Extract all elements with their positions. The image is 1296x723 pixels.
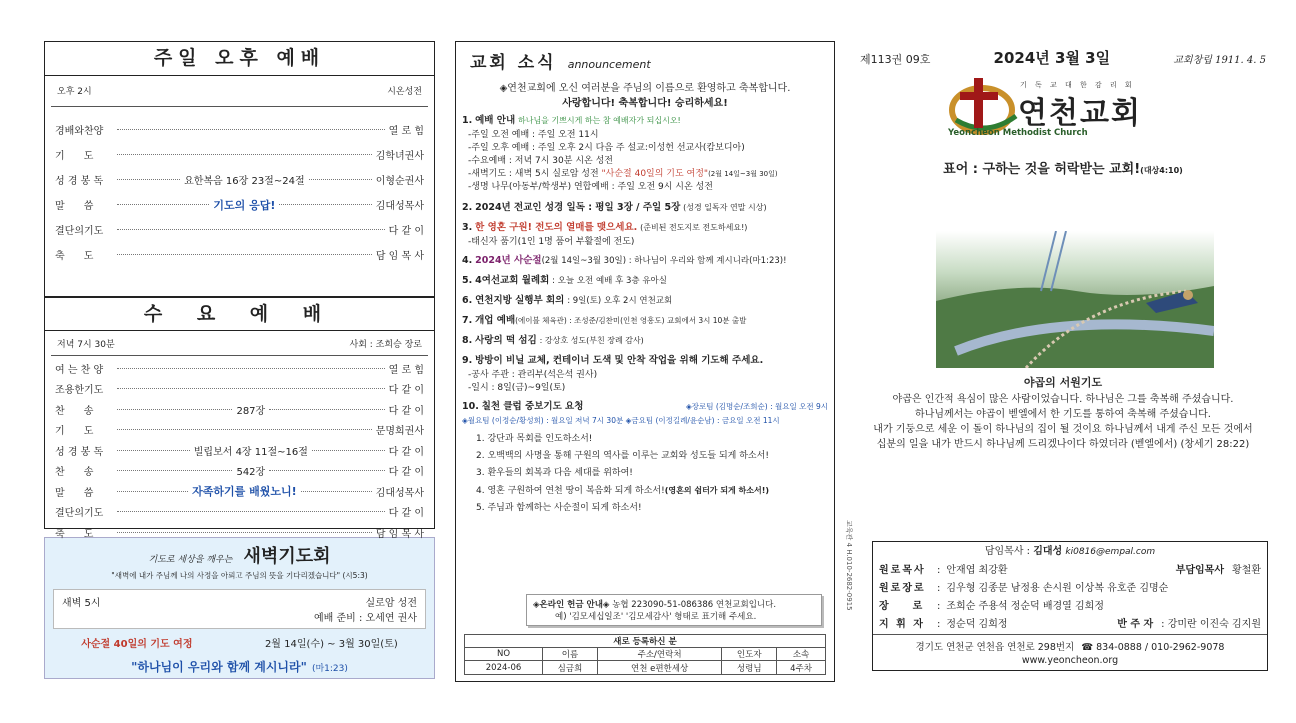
newcomer-table [464, 634, 826, 675]
order-content-wrap [113, 483, 376, 499]
order-content-wrap [113, 172, 376, 187]
staff-row: 지 휘 자 : 정순덕 김희정 반 주 자 : 강미란 이진숙 김지원 [879, 619, 1261, 630]
order-person: 열 로 힘 [388, 364, 424, 376]
meditation-text [858, 392, 1268, 452]
newcomer-title: 새로 등록하신 분 [465, 635, 826, 648]
welcome-text-2: 사랑합니다! 축복합니다! 승리하세요! [562, 98, 728, 109]
order-content-wrap [113, 443, 389, 458]
order-row [45, 192, 434, 217]
prayer-list [456, 431, 834, 517]
order-row [45, 399, 434, 420]
prayer-item: 3. 환우들의 회복과 다음 세대를 위하여! [476, 468, 633, 478]
wednesday-order [45, 358, 434, 543]
caption: 야곱의 서원기도 [1023, 376, 1103, 389]
item-1-line: -주일 오후 예배 : 주일 오후 2시 다음 주 설교:이성헌 선교사(캄보디아) [468, 143, 745, 153]
lent-row [45, 635, 434, 650]
announcement-item-2: 2. 2024년 전교인 성경 일독 : 평일 3장 / 주일 5장 (성경 일독자 연말 시상) [462, 202, 767, 213]
order-person: 김대성목사 [375, 201, 424, 212]
dawn-verse: "새벽에 내가 주님께 나의 사정을 아뢰고 주님의 뜻을 기다리겠습니다" (시5:3) [111, 571, 368, 580]
meditation-line: 내가 기둥으로 세운 이 돌이 하나님의 집이 될 것이요 하나님께서 내게 주신 모든 것에서 [873, 424, 1253, 435]
meditation-line: 하나님께서는 야곱이 벧엘에서 한 기도를 통하여 축복해 주셨습니다. [915, 409, 1211, 420]
dawn-subtitle: 기도로 세상을 깨우는 [148, 555, 233, 565]
order-content-wrap [113, 511, 389, 512]
welcome-text: ◈연천교회에 오신 여러분을 주님의 이름으로 환영하고 축복합니다. [499, 83, 791, 94]
denomination: 기 독 교 대 한 감 리 회 [1020, 81, 1135, 89]
founded: 교회창립 1911. 4. 5 [1173, 55, 1266, 66]
order-label: 여 는 찬 양 [55, 364, 104, 376]
offering-label: ◈온라인 헌금 안내◈ [533, 600, 610, 610]
vertical-note: 교육관 4 H.010-2682-0915 [845, 520, 853, 611]
sunday-pm-place: 시온성전 [387, 87, 422, 97]
volume: 제113권 09호 [860, 53, 931, 66]
dawn-time: 새벽 5시 [62, 598, 101, 609]
order-content-wrap [113, 197, 376, 213]
order-content: 자족하기를 배웠노니! [192, 485, 297, 499]
lent-label: 사순절 40일의 기도 여정 [81, 639, 193, 650]
newcomer-row [465, 661, 826, 675]
order-person: 김학녀권사 [375, 151, 424, 162]
church-logo [946, 80, 1186, 140]
sunday-pm-meta [45, 84, 434, 106]
order-row [45, 142, 434, 167]
order-content: 요한복음 16장 23절~24절 [184, 176, 305, 187]
dawn-title: 새벽기도회 [243, 546, 331, 567]
announcement-header [456, 42, 834, 73]
order-row [45, 502, 434, 523]
order-content: 빌립보서 4장 11절~16절 [193, 446, 308, 458]
church-en: Yeoncheon Methodist Church [948, 128, 1088, 138]
meditation-line: 야곱은 인간적 욕심이 많은 사람이었습니다. 하나님은 그를 축복해 주셨습니다. [892, 394, 1234, 405]
order-person: 다 같 이 [388, 226, 424, 237]
order-person: 이형순권사 [375, 176, 424, 187]
order-row [45, 440, 434, 461]
newcomer-header: 이름 [543, 648, 598, 661]
order-label: 성 경 봉 독 [55, 446, 104, 458]
order-content-wrap [113, 154, 376, 155]
order-label: 결단의기도 [55, 508, 104, 520]
order-person: 담 임 목 사 [375, 528, 424, 540]
announcement-item-8: 8. 사랑의 떡 섬김 : 강상호 성도(부친 장례 감사) [462, 335, 644, 346]
staff-row: 원로목사 : 안재엽 최강환 부담임목사 황철환 [879, 565, 1261, 576]
order-label: 말 씀 [55, 487, 94, 499]
order-row [45, 420, 434, 441]
order-content: 287장 [236, 405, 266, 417]
order-person: 다 같 이 [388, 446, 424, 458]
newcomer-cell: 심금희 [543, 661, 598, 675]
newcomer-header: 인도자 [722, 648, 777, 661]
announcement-item-3: 3. 한 영혼 구원! 전도의 열매를 맺으세요. (준비된 전도지로 전도하세요!) [462, 222, 748, 233]
announcement-item-7: 7. 개업 예배(에이블 체육관) : 조성준/김찬미(인천 영흥도) 교회에서 3시 10분 출발 [462, 315, 747, 326]
order-content-wrap [113, 463, 389, 478]
item-1-line: -새벽기도 : 새벽 5시 실로암 성전 "사순절 40일의 기도 여정"(2월 14일~3월 30일) [468, 169, 778, 179]
announcement-item-4: 4. 2024년 사순절(2월 14일~3월 30일) : 하나님이 우리와 함께 계시니라(마1:23)! [462, 255, 787, 266]
newcomer-header-row [465, 648, 826, 661]
illustration [936, 231, 1214, 368]
prayer-item: 5. 주님과 함께하는 사순절이 되게 하소서! [476, 503, 642, 513]
order-content-wrap [113, 388, 389, 389]
website[interactable]: www.yeoncheon.org [1021, 655, 1119, 666]
dawn-theme-ref: (마1:23) [311, 664, 348, 674]
staff-row: 원로장로 : 김우형 김종문 남정용 손시원 이상복 유호준 김명순 [879, 583, 1169, 594]
prayer-item: 1. 강단과 목회를 인도하소서! [476, 434, 593, 444]
order-label: 축 도 [55, 251, 94, 262]
item-9-line: -공사 주관 : 관리부(석은석 권사) [468, 370, 598, 380]
newcomer-header: 주소/연락처 [597, 648, 721, 661]
divider [51, 355, 428, 356]
item-3-line: -태신자 품기(1인 1명 품어 부활절에 전도) [468, 237, 635, 247]
newcomer-cell: 2024-06 [465, 661, 543, 675]
sunday-pm-order [45, 117, 434, 267]
phone: 834-0888 / 010-2962-9078 [1096, 642, 1225, 653]
dawn-heading [45, 542, 434, 568]
staff-list [873, 562, 1267, 634]
order-row [45, 379, 434, 400]
address: 경기도 연천군 연천읍 연천로 298번지 [915, 642, 1075, 653]
divider [51, 106, 428, 107]
phone-icon: ☎ [1081, 642, 1094, 653]
order-person: 다 같 이 [388, 385, 424, 397]
announcement-item-1: 1. 예배 안내 하나님을 기쁘시게 하는 참 예배자가 되십시오! [462, 115, 681, 126]
newcomer-cell: 연천 e편한세상 [597, 661, 721, 675]
jacob-dream-illustration [936, 231, 1214, 368]
prayer-item: 2. 오백백의 사명을 통해 구원의 역사를 이루는 교회와 성도들 되게 하소서! [476, 451, 769, 461]
order-person: 문명희권사 [375, 426, 424, 438]
newcomer-cell: 성령님 [722, 661, 777, 675]
order-content-wrap [113, 129, 389, 130]
announcement-title: 교회 소식 [470, 53, 557, 73]
item-1-line: -주일 오전 예배 : 주일 오전 11시 [468, 130, 599, 140]
order-content: 542장 [236, 467, 266, 479]
staff-box [872, 541, 1268, 671]
order-row [45, 167, 434, 192]
item-1-line: -수요예배 : 저녁 7시 30분 시온 성전 [468, 156, 613, 166]
announcements-column [455, 41, 835, 682]
dawn-theme-row [45, 656, 434, 675]
announcement-title-en: announcement [567, 58, 651, 71]
sunday-pm-title: 주일 오후 예배 [45, 42, 434, 76]
newcomer-cell: 4주차 [777, 661, 826, 675]
order-content-wrap [113, 229, 389, 230]
order-row [45, 461, 434, 482]
dawn-theme: "하나님이 우리와 함께 계시니라" [131, 660, 307, 674]
offering-account: 농협 223090-51-086386 연천교회입니다. [612, 600, 777, 610]
dawn-details [53, 589, 426, 629]
wednesday-time: 저녁 7시 30분 [57, 340, 115, 350]
order-person: 다 같 이 [388, 467, 424, 479]
church-name: 연천교회 [1018, 96, 1142, 131]
order-label: 기 도 [55, 151, 94, 162]
order-content-wrap [113, 532, 376, 533]
issue-date: 2024년 3월 3일 [993, 49, 1111, 67]
announcement-list [456, 113, 834, 517]
dawn-prayer-box [44, 537, 435, 679]
order-label: 찬 송 [55, 405, 94, 417]
order-label: 말 씀 [55, 201, 94, 212]
announcement-item-6: 6. 연천지방 실행부 회의 : 9일(토) 오후 2시 연천교회 [462, 295, 673, 306]
order-label: 조용한기도 [55, 385, 104, 397]
order-person: 다 같 이 [388, 508, 424, 520]
order-person: 열 로 힘 [388, 126, 424, 137]
announcement-item-10: 10. 칠천 클럽 중보기도 요청 ◈장로팀 (김명순/조희순) : 월요일 오전 9시 [462, 401, 828, 412]
order-label: 축 도 [55, 528, 94, 540]
motto: 표어 : 구하는 것을 허락받는 교회!(대상4:10) [943, 162, 1183, 177]
order-person: 다 같 이 [388, 405, 424, 417]
item-1-line: -생명 나무(아동부/학생부) 연합예배 : 주일 오전 9시 시온 성전 [468, 182, 713, 192]
dawn-place: 실로암 성전 [365, 598, 417, 609]
wednesday-leader: 사회 : 조희승 장로 [349, 340, 422, 350]
prayer-item: 4. 영혼 구원하여 연천 땅이 복음화 되게 하소서!(영혼의 쉼터가 되게 하소서!) [476, 486, 770, 496]
order-label: 찬 송 [55, 467, 94, 479]
pastor-row: 담임목사 : 김대성 ki0816@empal.com [984, 546, 1156, 557]
announcement-item-5: 5. 4여선교회 월례회 : 오늘 오전 예배 후 3층 유아실 [462, 275, 667, 286]
staff-row: 장 로 : 조희순 주용석 정순덕 배경열 김희정 [879, 601, 1104, 612]
item-10-teams: ◈월요팀 (이정순/황성희) : 월요일 저녁 7시 30분 ◈금요팀 (이정길례/윤순남) : 금요일 오전 11시 [462, 416, 780, 425]
order-row [45, 481, 434, 502]
order-content-wrap [113, 368, 389, 369]
order-person: 담 임 목 사 [375, 251, 424, 262]
issue-header [858, 47, 1268, 68]
newcomer-header: NO [465, 648, 543, 661]
order-person: 김대성목사 [375, 487, 424, 499]
order-content: 기도의 응답! [213, 198, 276, 212]
dawn-prep: 예배 준비 : 오세연 권사 [313, 613, 417, 624]
newcomer-header: 소속 [777, 648, 826, 661]
lent-dates: 2월 14일(수) ~ 3월 30일(토) [264, 639, 398, 650]
wednesday-meta [45, 335, 434, 355]
contact [873, 634, 1267, 655]
order-label: 결단의기도 [55, 226, 104, 237]
sunday-pm-service [44, 41, 435, 297]
order-label: 성 경 봉 독 [55, 176, 104, 187]
order-content-wrap [113, 402, 389, 417]
cover-column [858, 41, 1268, 666]
order-row [45, 117, 434, 142]
order-label: 경배와찬양 [55, 126, 104, 137]
sunday-pm-time: 오후 2시 [57, 87, 92, 97]
order-content-wrap [113, 429, 376, 430]
order-row [45, 242, 434, 267]
item-9-line: -일시 : 8일(금)~9일(토) [468, 383, 566, 393]
offering-box [526, 594, 822, 626]
order-content-wrap [113, 254, 376, 255]
order-row [45, 358, 434, 379]
meditation-line: 십분의 일을 내가 반드시 하나님께 드리겠나이다 하였더라 (벧엘에서) (창세기 28:22) [876, 439, 1250, 450]
announcement-item-9: 9. 방방이 비닐 교체, 컨테이너 도색 및 안착 작업을 위해 기도해 주세요. [462, 355, 764, 366]
wednesday-title: 수 요 예 배 [45, 297, 434, 331]
order-label: 기 도 [55, 426, 94, 438]
offering-note: 예) '김모세십일조' '김모세감사' 형태로 표기해 주세요. [555, 612, 757, 622]
left-column [44, 41, 435, 679]
wednesday-service [44, 297, 435, 540]
order-row [45, 217, 434, 242]
